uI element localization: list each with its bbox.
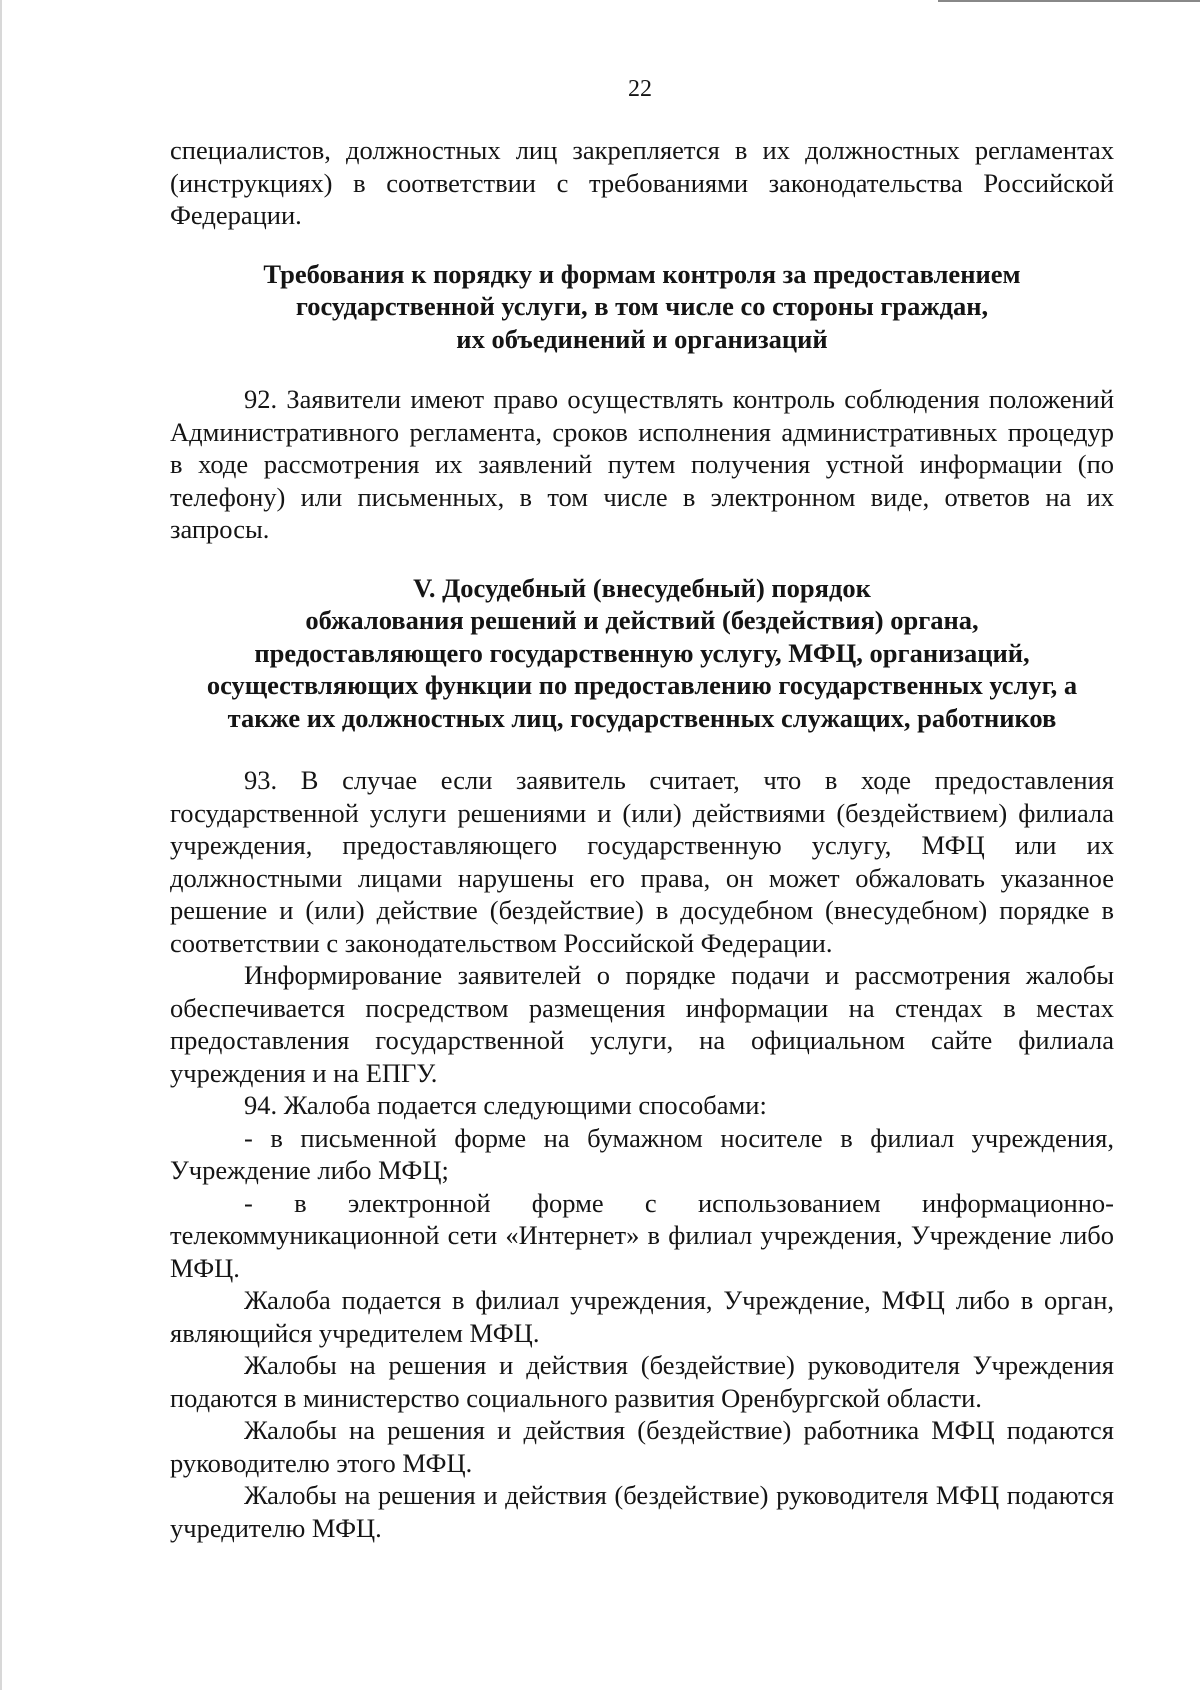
paragraph-92: 92. Заявители имеют право осуществлять контроль соблюдения положений Административного регламента, сроков исполнения административных процедур в ходе рассмотрения их заявлений путем получения устной информации (по телефону) или письменных, в том числе в электронном виде, ответов на их запросы. bbox=[170, 384, 1114, 544]
heading-section-v bbox=[170, 572, 1114, 735]
list-item-electronic-form: - в электронной форме с использованием информационно-телекоммуникационной сети «Интернет» в филиал учреждения, Учреждение либо МФЦ. bbox=[170, 1187, 1114, 1283]
heading-line: Требования к порядку и формам контроля за предоставлением bbox=[263, 258, 1021, 289]
heading-line: их объединений и организаций bbox=[456, 323, 828, 354]
paragraph-informing: Информирование заявителей о порядке подачи и рассмотрения жалобы обеспечивается посредством размещения информации на стендах в местах предоставления государственной услуги, на официальном сайте филиала учреждения и на ЕПГУ. bbox=[170, 960, 1114, 1088]
heading-line: предоставляющего государственную услугу, МФЦ, организаций, bbox=[254, 637, 1030, 668]
heading-line: государственной услуги, в том числе со стороны граждан, bbox=[295, 291, 989, 321]
paragraph-intro: специалистов, должностных лиц закрепляется в их должностных регламентах (инструкциях) в соответствии с требованиями законодательства Российской Федерации. bbox=[170, 135, 1114, 230]
heading-line: обжалования решений и действий (бездействия) органа, bbox=[305, 605, 979, 635]
paragraph-94: 94. Жалоба подается следующими способами: bbox=[244, 1090, 767, 1120]
paragraph-head-institution: Жалобы на решения и действия (бездействие) руководителя Учреждения подаются в министерство социального развития Оренбургской области. bbox=[170, 1350, 1114, 1413]
heading-line: осуществляющих функции по предоставлению государственных услуг, а bbox=[206, 670, 1078, 700]
paragraph-mfc-worker: Жалобы на решения и действия (бездействие) работника МФЦ подаются руководителю этого МФЦ. bbox=[170, 1415, 1114, 1478]
document-body bbox=[170, 134, 1114, 1544]
heading-line: V. Досудебный (внесудебный) порядок bbox=[413, 572, 871, 603]
paragraph-submit: Жалоба подается в филиал учреждения, Учреждение, МФЦ либо в орган, являющийся учредителем МФЦ. bbox=[170, 1285, 1114, 1348]
list-item-written-form: - в письменной форме на бумажном носителе в филиал учреждения, Учреждение либо МФЦ; bbox=[170, 1122, 1114, 1185]
scan-edge bbox=[0, 0, 2, 1690]
heading-control-requirements bbox=[170, 258, 1114, 356]
heading-line: также их должностных лиц, государственных служащих, работников bbox=[227, 702, 1057, 733]
page-number: 22 bbox=[628, 76, 652, 102]
scan-artifact-line bbox=[938, 0, 1200, 2]
paragraph-93: 93. В случае если заявитель считает, что в ходе предоставления государственной услуги решениями и (или) действиями (бездействием) филиала учреждения, предоставляющего государственную услугу, МФЦ или их должностными лицами нарушены его права, он может обжаловать указанное решение и (или) действие (бездействие) в досудебном (внесудебном) порядке в соответствии с законодательством Российской Федерации. bbox=[170, 765, 1114, 958]
paragraph-mfc-head: Жалобы на решения и действия (бездействие) руководителя МФЦ подаются учредителю МФЦ. bbox=[170, 1480, 1114, 1543]
